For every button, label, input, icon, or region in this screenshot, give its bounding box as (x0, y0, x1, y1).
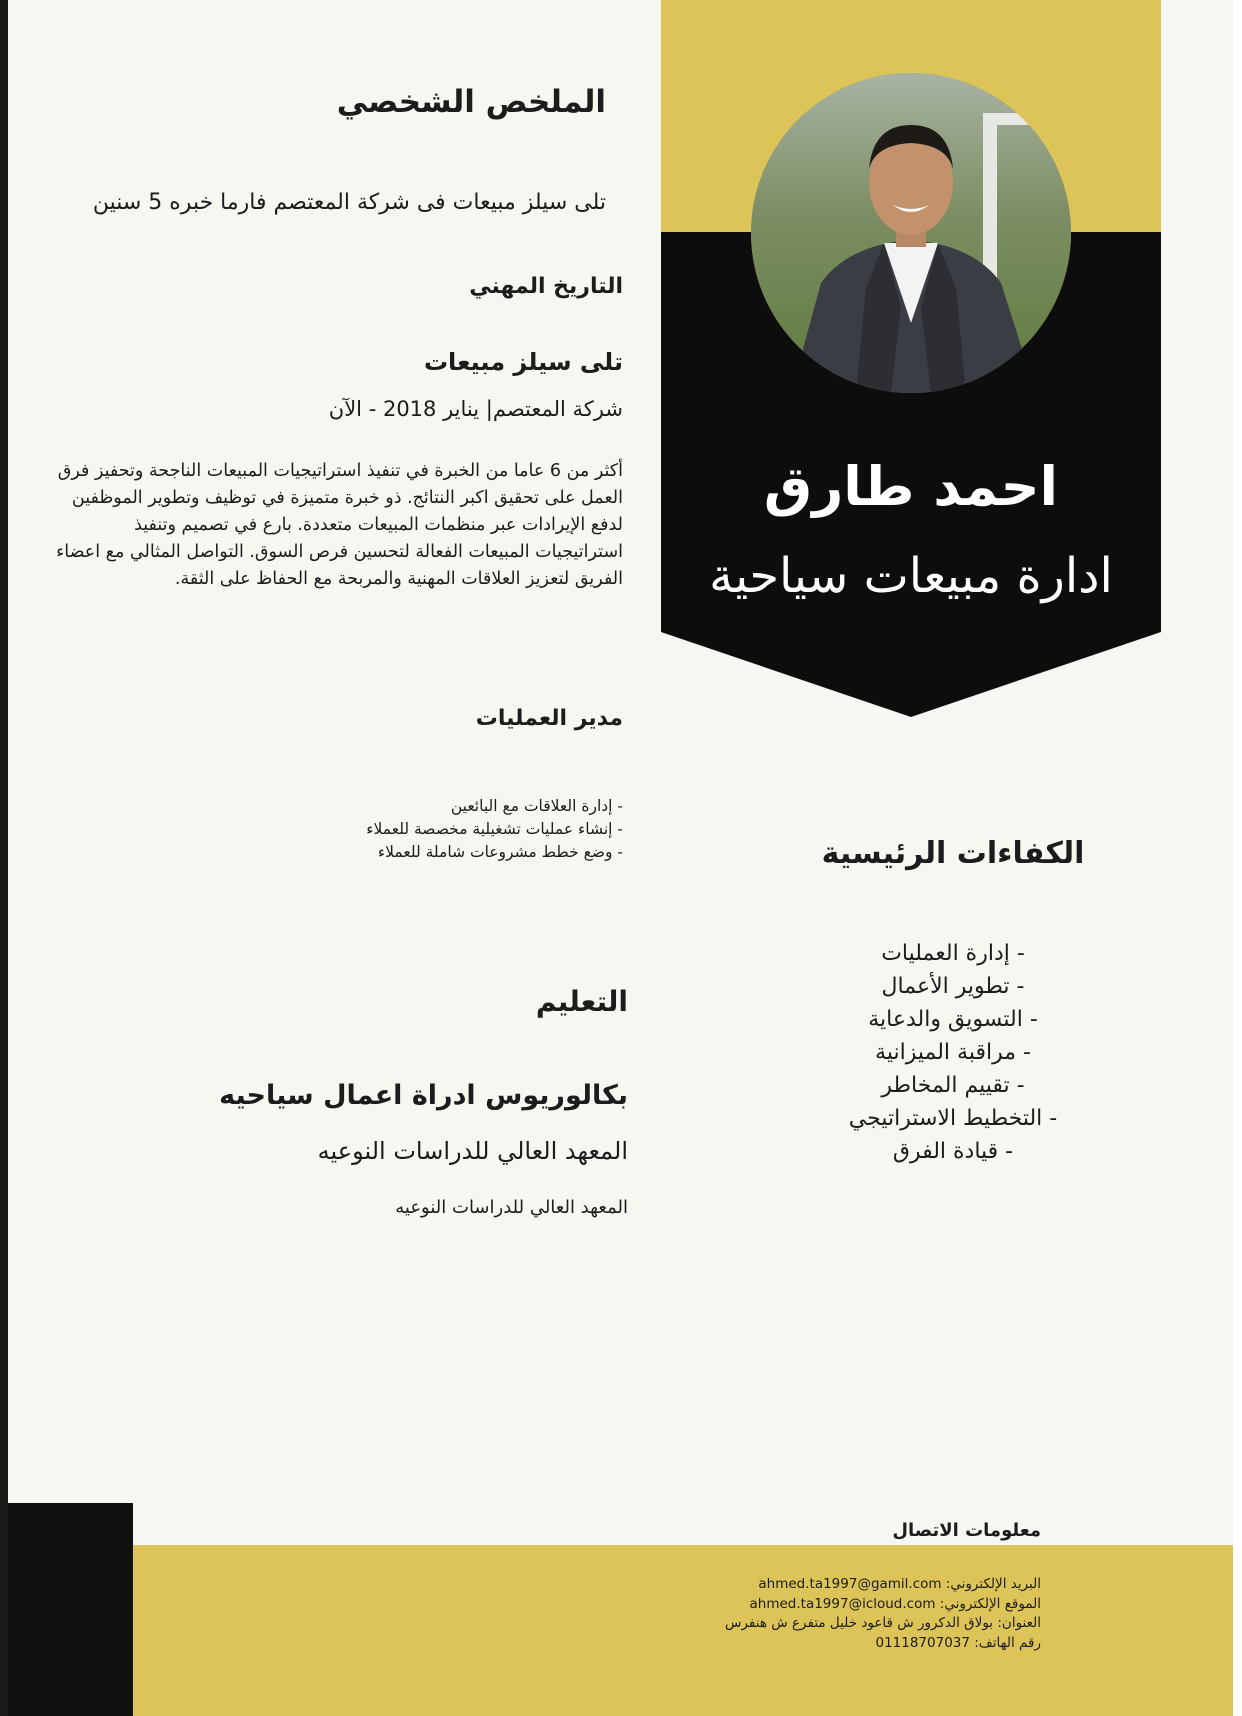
contact-address: العنوان: بولاق الدكرور ش قاعود خليل متفرع ش هنفرس (724, 1615, 1041, 1631)
summary-text: تلى سيلز مبيعات فى شركة المعتصم فارما خبره 5 سنين (92, 190, 606, 215)
job-description: أكثر من 6 عاما من الخبرة في تنفيذ استراتيجيات المبيعات الناجحة وتحفيز فرق العمل على تحقيق اكبر النتائج. ذو خبرة متميزة في توظيف وتطوير الموظفين لدفع الإيرادات عبر منظمات المبيعات متعددة. بارع في تصميم وتنفيذ استراتيجيات المبيعات الفعالة لتحسين فرص السوق. التواصل المثالي مع اعضاء الفريق لتعزيز العلاقات المهنية والمربحة مع الحفاظ على الثقة. (56, 461, 623, 589)
list-item: - إدارة العلاقات مع البائعين (450, 797, 623, 815)
job-company-dates: شركة المعتصم| يناير 2018 - الآن (328, 397, 623, 421)
list-item: - مراقبة الميزانية (875, 1040, 1031, 1065)
education-heading: التعليم (535, 985, 628, 1018)
education-school: المعهد العالي للدراسات النوعيه (317, 1137, 628, 1165)
right-edge-strip (1233, 0, 1242, 1716)
footer-black-block (8, 1503, 133, 1716)
candidate-role: ادارة مبيعات سياحية (709, 548, 1113, 604)
list-item: - إنشاء عمليات تشغيلية مخصصة للعملاء (366, 820, 623, 838)
career-history-heading: التاريخ المهني (469, 274, 623, 299)
list-item: - تقييم المخاطر (881, 1073, 1025, 1098)
list-item: - التخطيط الاستراتيجي (848, 1106, 1058, 1131)
contact-website: الموقع الإلكتروني: ahmed.ta1997@icloud.com (749, 1595, 1041, 1612)
list-item: - تطوير الأعمال (881, 974, 1025, 999)
list-item: - إدارة العمليات (881, 941, 1025, 966)
list-item: - وضع خطط مشروعات شاملة للعملاء (377, 843, 623, 861)
job-title: مدير العمليات (475, 706, 623, 731)
candidate-name: احمد طارق (763, 455, 1059, 518)
education-school-repeat: المعهد العالي للدراسات النوعيه (395, 1197, 628, 1218)
summary-heading: الملخص الشخصي (336, 84, 606, 120)
profile-photo (751, 73, 1071, 393)
left-edge-strip (0, 0, 8, 1716)
contact-heading: معلومات الاتصال (892, 1520, 1041, 1541)
contact-email: البريد الإلكتروني: ahmed.ta1997@gamil.com (758, 1576, 1041, 1592)
list-item: - التسويق والدعاية (868, 1007, 1038, 1032)
education-degree: بكالوريوس ادراة اعمال سياحيه (219, 1080, 628, 1111)
job-duties-list (68, 795, 623, 864)
contact-list (508, 1575, 1041, 1653)
competencies-heading: الكفاءات الرئيسية (821, 836, 1085, 871)
contact-phone: رقم الهاتف: 01118707037 (875, 1634, 1041, 1651)
job-title: تلى سيلز مبيعات (423, 348, 623, 376)
competencies-list (768, 937, 1138, 1168)
resume-page (8, 0, 1233, 1716)
list-item: - قيادة الفرق (892, 1139, 1014, 1164)
